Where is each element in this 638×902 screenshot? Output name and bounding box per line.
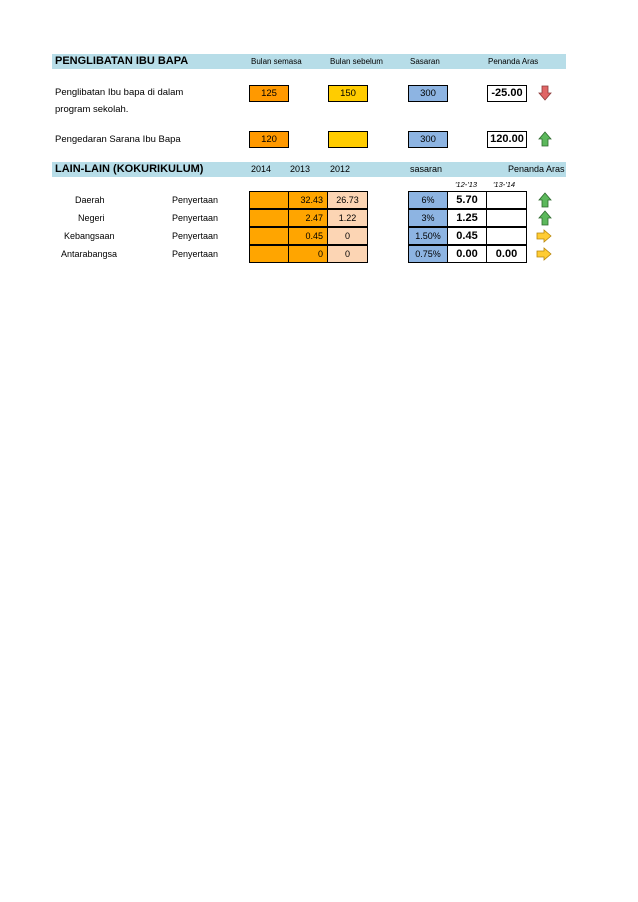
value-2012: 1.22 (327, 209, 368, 227)
row-distribution-label: Pengedaran Sarana Ibu Bapa (55, 134, 181, 145)
col-target: sasaran (410, 164, 443, 174)
col-benchmark: Penanda Aras (508, 164, 565, 174)
value-2013: 32.43 (288, 191, 328, 209)
arrow-up-icon (538, 192, 552, 208)
target-value: 0.75% (408, 245, 448, 263)
current-value: 125 (249, 85, 289, 102)
subcol-13-14: '13-'14 (493, 180, 516, 189)
section2-title: LAIN-LAIN (KOKURIKULUM) (55, 163, 204, 175)
benchmark-12-13: 1.25 (447, 209, 487, 227)
level-label: Antarabangsa (61, 249, 118, 259)
benchmark-13-14 (486, 191, 527, 209)
previous-value (328, 131, 368, 148)
value-2012: 0 (327, 245, 368, 263)
value-2014 (249, 191, 289, 209)
arrow-down-icon (538, 85, 552, 101)
benchmark-13-14: 0.00 (486, 245, 527, 263)
value-2013: 0.45 (288, 227, 328, 245)
label-line2: program sekolah. (55, 104, 129, 115)
benchmark-13-14 (486, 209, 527, 227)
col-2013: 2013 (290, 164, 311, 174)
row-parent-involvement-label (55, 86, 183, 117)
col-target: Sasaran (410, 57, 440, 66)
label-line1: Penglibatan Ibu bapa di dalam (55, 87, 184, 98)
previous-value: 150 (328, 85, 368, 102)
col-2014: 2014 (251, 164, 272, 174)
arrow-right-icon (536, 229, 552, 243)
level-label: Kebangsaan (64, 231, 115, 241)
value-2012: 0 (327, 227, 368, 245)
col-2012: 2012 (330, 164, 351, 174)
arrow-up-icon (538, 210, 552, 226)
subcol-12-13: '12-'13 (455, 180, 478, 189)
benchmark-13-14 (486, 227, 527, 245)
arrow-right-icon (536, 247, 552, 261)
benchmark-value: 120.00 (487, 131, 527, 148)
value-2013: 0 (288, 245, 328, 263)
type-label: Penyertaan (172, 231, 219, 241)
level-label: Negeri (78, 213, 105, 223)
target-value: 300 (408, 131, 448, 148)
type-label: Penyertaan (172, 213, 219, 223)
value-2012: 26.73 (327, 191, 368, 209)
section1-title: PENGLIBATAN IBU BAPA (55, 55, 189, 67)
target-value: 1.50% (408, 227, 448, 245)
value-2014 (249, 227, 289, 245)
benchmark-12-13: 0.45 (447, 227, 487, 245)
benchmark-12-13: 5.70 (447, 191, 487, 209)
col-previous-month: Bulan sebelum (330, 57, 383, 66)
level-label: Daerah (75, 195, 105, 205)
benchmark-12-13: 0.00 (447, 245, 487, 263)
value-2014 (249, 209, 289, 227)
target-value: 6% (408, 191, 448, 209)
value-2014 (249, 245, 289, 263)
target-value: 3% (408, 209, 448, 227)
arrow-up-icon (538, 131, 552, 147)
benchmark-value: -25.00 (487, 85, 527, 102)
type-label: Penyertaan (172, 249, 219, 259)
value-2013: 2.47 (288, 209, 328, 227)
target-value: 300 (408, 85, 448, 102)
col-benchmark: Penanda Aras (488, 57, 539, 66)
col-current-month: Bulan semasa (251, 57, 302, 66)
type-label: Penyertaan (172, 195, 219, 205)
current-value: 120 (249, 131, 289, 148)
